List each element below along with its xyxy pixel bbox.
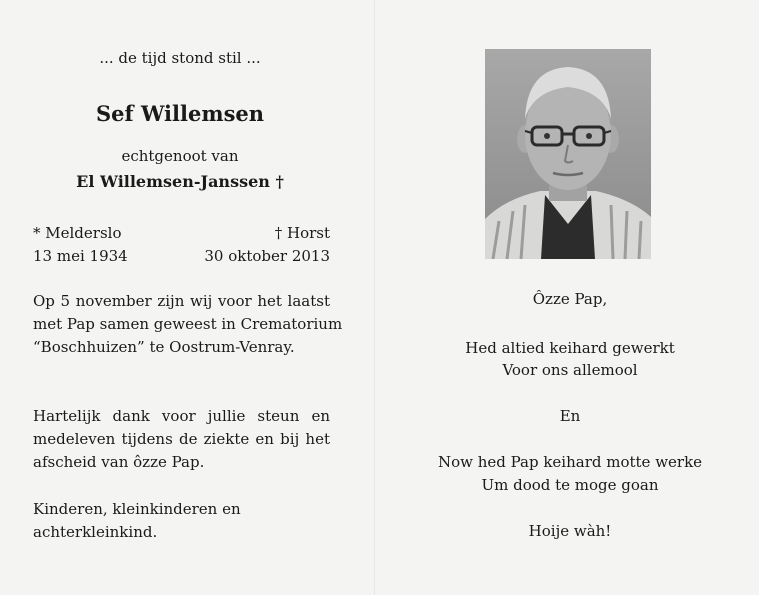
portrait-photo <box>485 49 651 259</box>
thanks-line-3: afscheid van ôzze Pap. <box>33 453 205 471</box>
death-date: 30 oktober 2013 <box>204 247 330 265</box>
spouse-intro: echtgenoot van <box>121 147 239 165</box>
family-line-2: achterkleinkind. <box>33 523 158 541</box>
cremation-line-3: “Boschhuizen” te Oostrum-Venray. <box>33 338 295 356</box>
poem-greeting: Ôzze Pap, <box>532 290 608 308</box>
poem-line-6: Hoije wàh! <box>528 522 612 540</box>
deceased-name: Sef Willemsen <box>95 101 265 126</box>
portrait-illustration <box>485 49 651 259</box>
poem-line-2: Voor ons allemool <box>502 361 638 379</box>
motto: ... de tijd stond stil ... <box>99 49 261 67</box>
cremation-line-2: met Pap samen geweest in Crematorium <box>33 315 343 333</box>
thanks-line-1: Hartelijk dank voor jullie steun en <box>33 407 330 425</box>
poem-line-5: Um dood te moge goan <box>481 476 659 494</box>
birth-date: 13 mei 1934 <box>33 247 128 265</box>
poem-line-3: En <box>559 407 581 425</box>
spouse-name: El Willemsen-Janssen † <box>76 172 284 191</box>
death-place: † Horst <box>274 224 330 242</box>
poem-line-4: Now hed Pap keihard motte werke <box>437 453 703 471</box>
card-fold-line <box>374 0 375 595</box>
thanks-line-2: medeleven tijdens de ziekte en bij het <box>33 430 330 448</box>
family-line-1: Kinderen, kleinkinderen en <box>33 500 241 518</box>
birth-place: * Melderslo <box>33 224 122 242</box>
poem-line-1: Hed altied keihard gewerkt <box>465 339 675 357</box>
cremation-line-1: Op 5 november zijn wij voor het laatst <box>33 292 330 310</box>
